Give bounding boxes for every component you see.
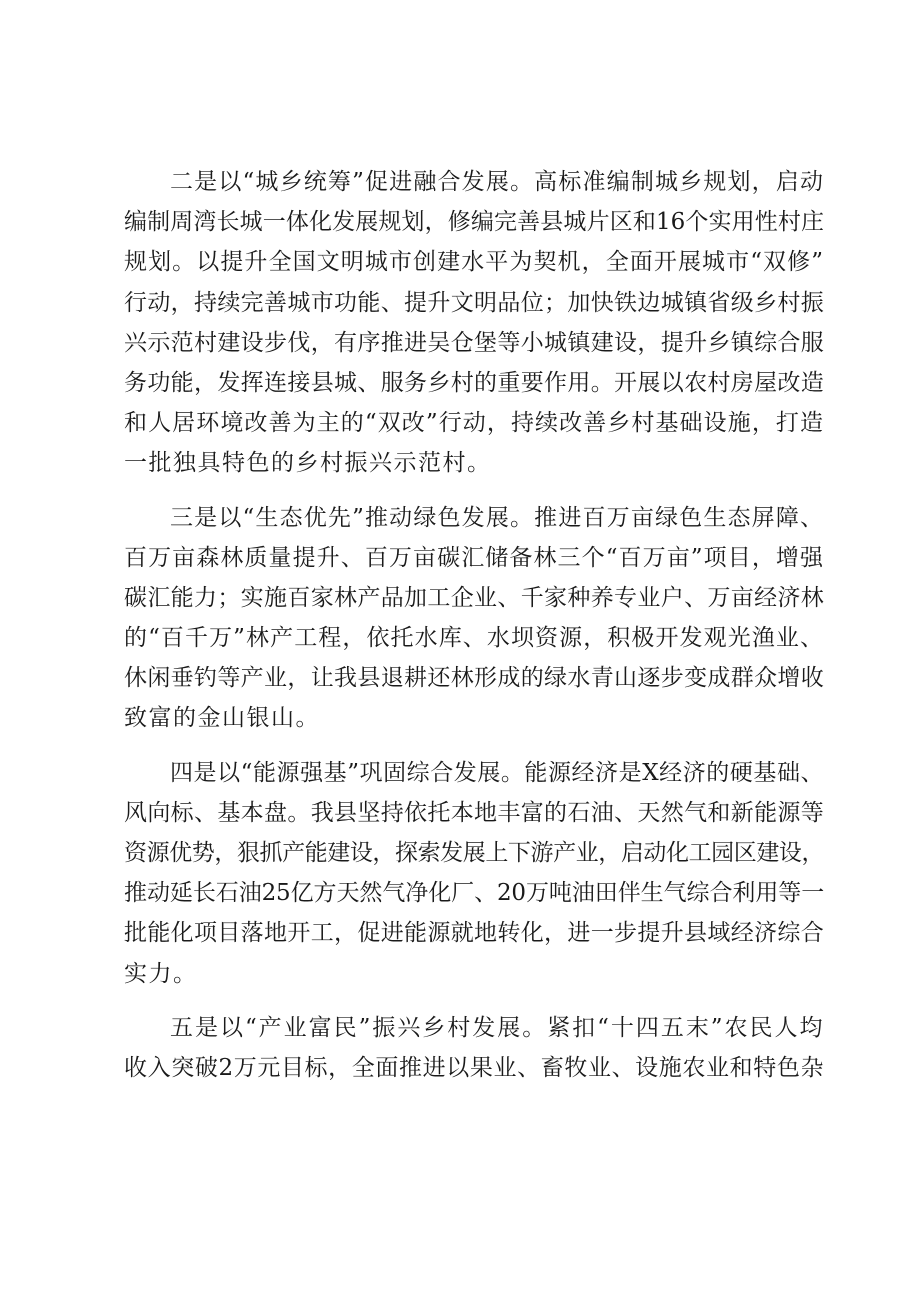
paragraph-gap: [124, 994, 824, 1008]
paragraph-line: 收入突破2万元目标，全面推进以果业、畜牧业、设施农业和特色杂: [124, 1054, 824, 1081]
paragraph-line: 一批独具特色的乡村振兴示范村。: [124, 450, 492, 477]
paragraph-line: 行动，持续完善城市功能、提升文明品位；加快铁边城镇省级乡村振: [124, 289, 824, 316]
paragraph-line: 致富的金山银山。: [124, 705, 320, 732]
paragraph-line: 五是以“产业富民”振兴乡村发展。紧扣“十四五末”农民人均: [170, 1014, 824, 1041]
paragraph-line: 风向标、基本盘。我县坚持依托本地丰富的石油、天然气和新能源等: [124, 799, 824, 826]
paragraph-line: 务功能，发挥连接县城、服务乡村的重要作用。开展以农村房屋改造: [124, 369, 824, 396]
paragraph-line: 规划。以提升全国文明城市创建水平为契机，全面开展城市“双修”: [124, 249, 824, 276]
paragraph-urban-rural: [124, 162, 824, 484]
paragraph-line: 四是以“能源强基”巩固综合发展。能源经济是X经济的硬基础、: [170, 759, 824, 786]
paragraph-line: 推动延长石油25亿方天然气净化厂、20万吨油田伴生气综合利用等一: [124, 880, 824, 907]
paragraph-line: 编制周湾长城一体化发展规划，修编完善县城片区和16个实用性村庄: [124, 209, 824, 236]
paragraph-industry: [124, 1008, 824, 1088]
paragraph-gap: [124, 739, 824, 753]
paragraph-line: 碳汇能力；实施百家林产品加工企业、千家种养专业户、万亩经济林: [124, 584, 824, 611]
paragraph-line: 兴示范村建设步伐，有序推进吴仓堡等小城镇建设，提升乡镇综合服: [124, 329, 824, 356]
paragraph-gap: [124, 484, 824, 498]
paragraph-line: 三是以“生态优先”推动绿色发展。推进百万亩绿色生态屏障、: [170, 504, 824, 531]
paragraph-line: 百万亩森林质量提升、百万亩碳汇储备林三个“百万亩”项目，增强: [124, 544, 824, 571]
paragraph-line: 实力。: [124, 960, 198, 987]
paragraph-line: 资源优势，狠抓产能建设，探索发展上下游产业，启动化工园区建设，: [124, 840, 824, 866]
paragraph-ecology: [124, 498, 824, 739]
paragraph-line: 的“百千万”林产工程，依托水库、水坝资源，积极开发观光渔业、: [124, 625, 824, 652]
paragraph-line: 批能化项目落地开工，促进能源就地转化，进一步提升县域经济综合: [124, 920, 824, 947]
paragraph-line: 和人居环境改善为主的“双改”行动，持续改善乡村基础设施，打造: [124, 410, 824, 437]
paragraph-line: 休闲垂钓等产业，让我县退耕还林形成的绿水青山逐步变成群众增收: [124, 665, 824, 692]
paragraph-energy: [124, 753, 824, 994]
document-body: [124, 162, 824, 1088]
paragraph-line: 二是以“城乡统筹”促进融合发展。高标准编制城乡规划，启动: [170, 169, 824, 195]
